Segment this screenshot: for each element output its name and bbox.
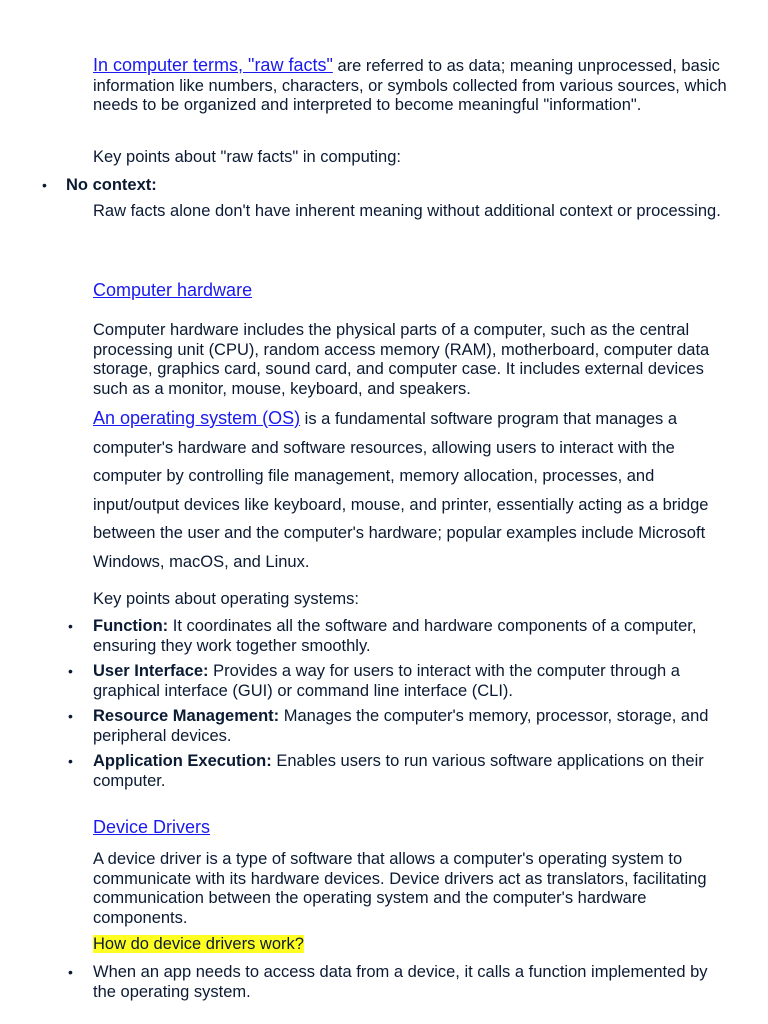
os-key-points-intro: Key points about operating systems:	[93, 590, 359, 608]
no-context-text: Raw facts alone don't have inherent meaning without additional context or processing.	[93, 202, 721, 220]
bullet-marker: •	[68, 753, 73, 769]
os-point-user-interface: User Interface: Provides a way for users to interact with the computer through a graphical interface (GUI) or command line interface (CLI).	[93, 662, 680, 700]
bullet-marker: •	[68, 964, 73, 980]
raw-facts-text: are referred to as data; meaning unprocessed, basic information like numbers, characters, or symbols collected from various sources, which needs to be organized and interpreted to become meaningful "information".	[93, 57, 727, 114]
os-link[interactable]: An operating system (OS)	[93, 408, 301, 428]
os-point-resource-management: Resource Management: Manages the computer's memory, processor, storage, and peripheral devices.	[93, 707, 709, 745]
os-point-application-execution: Application Execution: Enables users to run various software applications on their computer.	[93, 752, 704, 790]
bullet-marker: •	[68, 663, 73, 679]
no-context-term: No context:	[66, 176, 157, 194]
drivers-highlight-question: How do device drivers work?	[93, 935, 304, 953]
os-text: is a fundamental software program that manages a computer's hardware and software resources, allowing users to interact with the computer by controlling file management, memory allocation, processes, and input/output devices like keyboard, mouse, and printer, essentially acting as a bridge between the user and the computer's hardware; popular examples include Microsoft Windows, macOS, and Linux.	[93, 410, 709, 571]
hardware-heading	[93, 281, 728, 302]
drivers-heading	[93, 818, 728, 839]
drivers-bullet-text: When an app needs to access data from a device, it calls a function implemented by the operating system.	[93, 963, 708, 1001]
hardware-link[interactable]: Computer hardware	[93, 280, 253, 300]
os-paragraph	[93, 404, 728, 576]
os-point-function: Function: It coordinates all the software and hardware components of a computer, ensuring they work together smoothly.	[93, 617, 697, 655]
bullet-marker: •	[68, 708, 73, 724]
hardware-paragraph: Computer hardware includes the physical parts of a computer, such as the central processing unit (CPU), random access memory (RAM), motherboard, computer data storage, graphics card, sound card, and computer case. It includes external devices such as a monitor, mouse, keyboard, and speakers.	[93, 321, 710, 398]
drivers-paragraph: A device driver is a type of software that allows a computer's operating system to communicate with its hardware devices. Device drivers act as translators, facilitating communication between the operating system and the computer's hardware components.	[93, 850, 707, 927]
raw-facts-paragraph	[93, 56, 728, 116]
bullet-marker: •	[42, 177, 47, 193]
raw-facts-key-points-intro: Key points about "raw facts" in computing:	[93, 148, 401, 166]
drivers-link[interactable]: Device Drivers	[93, 817, 211, 837]
bullet-marker: •	[68, 618, 73, 634]
raw-facts-link[interactable]: In computer terms, "raw facts"	[93, 55, 333, 75]
